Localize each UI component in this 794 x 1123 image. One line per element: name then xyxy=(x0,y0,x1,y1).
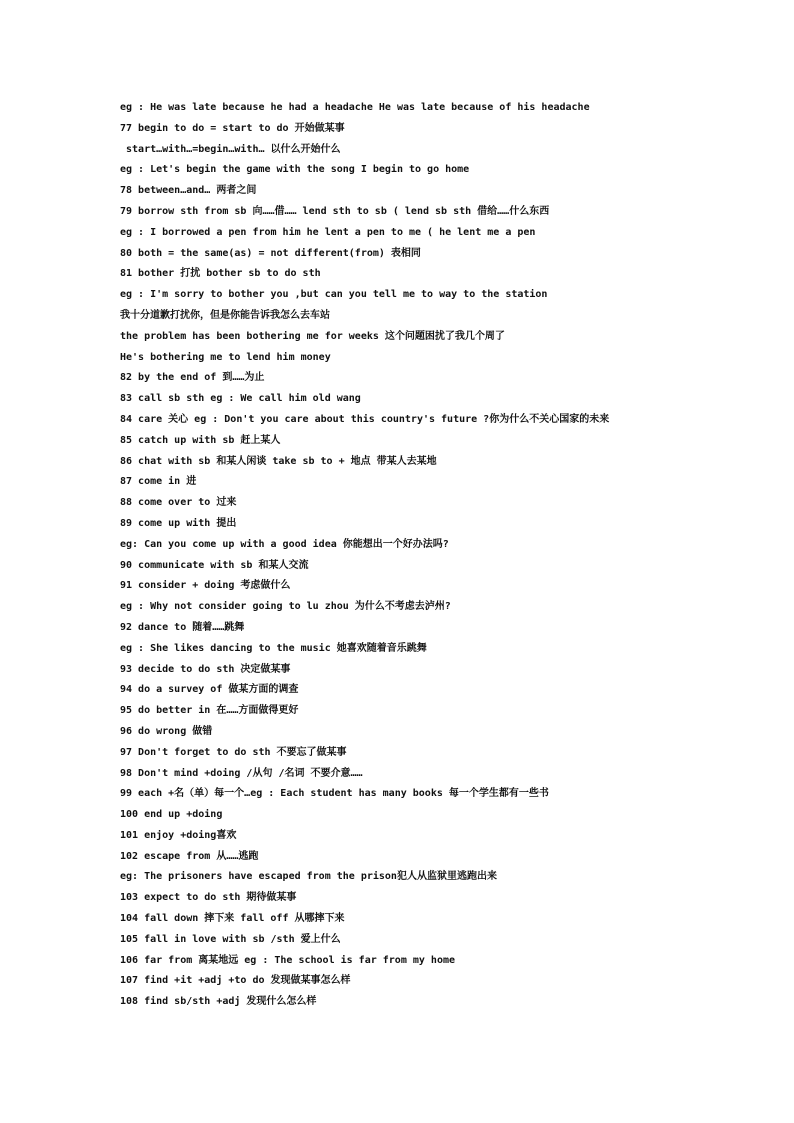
text-line: start…with…=begin…with… 以什么开始什么 xyxy=(120,143,341,155)
text-line: 97 Don't forget to do sth 不要忘了做某事 xyxy=(120,746,347,758)
text-line: eg: The prisoners have escaped from the prison犯人从监狱里逃跑出来 xyxy=(120,871,497,883)
text-line: 81 bother 打扰 bother sb to do sth xyxy=(120,268,321,280)
text-line: eg : He was late because he had a headache He was late because of his headache xyxy=(120,102,590,113)
text-line: eg: Can you come up with a good idea 你能想出一个好办法吗? xyxy=(120,538,449,550)
text-lines xyxy=(120,98,760,1013)
text-line: 86 chat with sb 和某人闲谈 take sb to + 地点 带某人去某地 xyxy=(120,455,437,467)
text-line: 78 between…and… 两者之间 xyxy=(120,185,257,197)
text-line: 102 escape from 从……逃跑 xyxy=(120,850,259,862)
text-line: 85 catch up with sb 赶上某人 xyxy=(120,434,281,446)
text-line: He's bothering me to lend him money xyxy=(120,351,331,363)
text-line: 93 decide to do sth 决定做某事 xyxy=(120,663,291,675)
text-line: 104 fall down 摔下来 fall off 从哪摔下来 xyxy=(120,913,345,925)
text-line: 101 enjoy +doing喜欢 xyxy=(120,829,237,841)
text-line: 94 do a survey of 做某方面的调查 xyxy=(120,684,299,696)
text-line: 88 come over to 过来 xyxy=(120,497,237,509)
text-line: 80 both = the same(as) = not different(from) 表相同 xyxy=(120,247,421,259)
text-line: 96 do wrong 做错 xyxy=(120,725,213,737)
text-line: 92 dance to 随着……跳舞 xyxy=(120,621,245,633)
text-line: 95 do better in 在……方面做得更好 xyxy=(120,705,299,717)
text-line: 108 find sb/sth +adj 发现什么怎么样 xyxy=(120,996,317,1008)
text-line: 87 come in 进 xyxy=(120,476,197,488)
text-line: eg : I'm sorry to bother you ,but can you tell me to way to the station xyxy=(120,289,548,301)
text-line: 83 call sb sth eg : We call him old wang xyxy=(120,393,361,405)
text-line: eg : I borrowed a pen from him he lent a pen to me ( he lent me a pen xyxy=(120,226,536,238)
text-line: 89 come up with 提出 xyxy=(120,517,237,529)
text-line: 77 begin to do = start to do 开始做某事 xyxy=(120,122,345,134)
text-line: 99 each +名（单）每一个…eg : Each student has many books 每一个学生都有一些书 xyxy=(120,788,549,800)
text-line: eg : Let's begin the game with the song I begin to go home xyxy=(120,164,470,176)
text-line: 82 by the end of 到……为止 xyxy=(120,372,265,384)
text-line: 84 care 关心 eg : Don't you care about this country's future ?你为什么不关心国家的未来 xyxy=(120,413,610,425)
text-line: 90 communicate with sb 和某人交流 xyxy=(120,559,309,571)
text-line: 105 fall in love with sb /sth 爱上什么 xyxy=(120,933,341,945)
text-line: 103 expect to do sth 期待做某事 xyxy=(120,892,297,904)
text-line: 我十分道歉打扰你，但是你能告诉我怎么去车站 xyxy=(120,309,330,321)
text-line: 79 borrow sth from sb 向……借…… lend sth to sb ( lend sb sth 借给……什么东西 xyxy=(120,205,550,217)
text-line: 100 end up +doing xyxy=(120,809,223,821)
text-line: 91 consider + doing 考虑做什么 xyxy=(120,580,291,592)
text-line: 107 find +it +adj +to do 发现做某事怎么样 xyxy=(120,975,351,987)
text-line: the problem has been bothering me for weeks 这个问题困扰了我几个周了 xyxy=(120,330,505,342)
text-line: 106 far from 离某地远 eg : The school is far from my home xyxy=(120,954,456,966)
text-line: eg : Why not consider going to lu zhou 为什么不考虑去泸州? xyxy=(120,601,451,613)
text-line: eg : She likes dancing to the music 她喜欢随着音乐跳舞 xyxy=(120,642,427,654)
text-line: 98 Don't mind +doing /从句 /名词 不要介意…… xyxy=(120,767,363,779)
